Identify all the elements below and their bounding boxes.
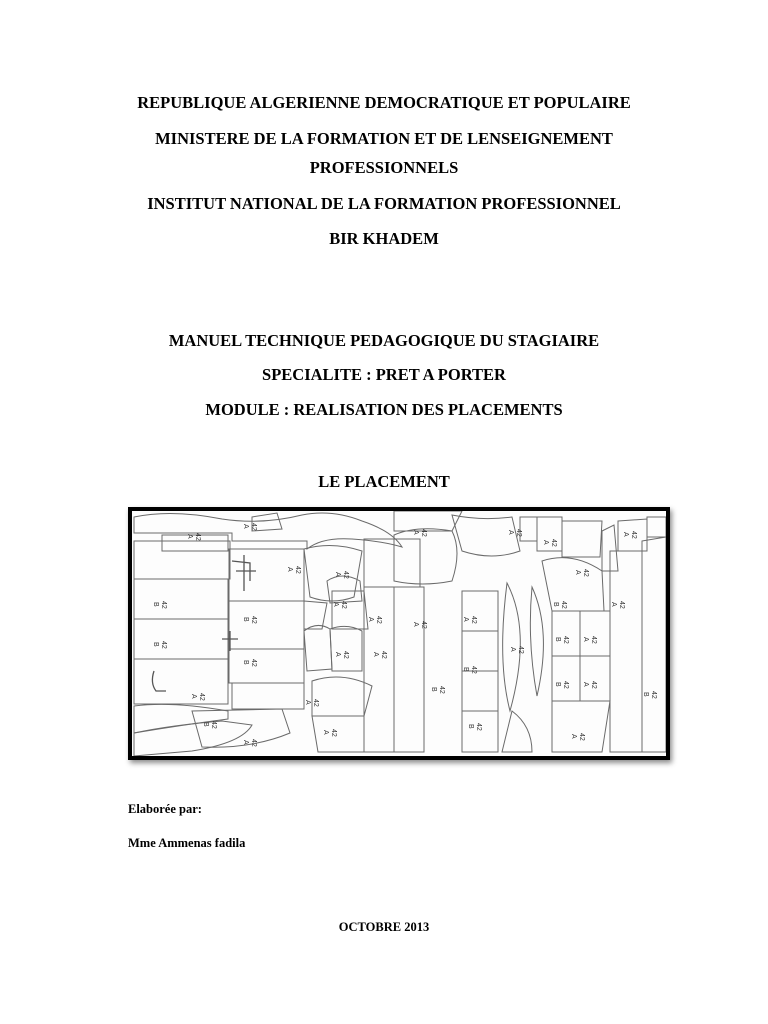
svg-text:42: 42 [650,691,657,699]
piece-label [186,533,201,541]
svg-text:A: A [190,694,197,699]
svg-text:42: 42 [330,729,337,737]
svg-text:42: 42 [194,533,201,541]
piece-label [554,636,569,644]
svg-text:42: 42 [517,646,524,654]
svg-text:42: 42 [438,686,445,694]
svg-text:42: 42 [250,523,257,531]
piece-label [462,616,477,624]
svg-text:42: 42 [340,601,347,609]
piece-label [642,691,657,699]
svg-text:B: B [430,687,437,692]
svg-text:B: B [554,682,561,687]
svg-text:A: A [622,532,629,537]
header-republic: REPUBLIQUE ALGERIENNE DEMOCRATIQUE ET POPULAIRE [137,93,631,112]
svg-text:B: B [552,602,559,607]
svg-text:A: A [610,602,617,607]
svg-text:42: 42 [210,721,217,729]
piece-label [152,601,167,609]
svg-text:A: A [322,730,329,735]
document-date: OCTOBRE 2013 [338,920,430,934]
piece-label [334,651,349,659]
svg-text:42: 42 [160,641,167,649]
svg-text:42: 42 [470,616,477,624]
manual-specialty: SPECIALITE : PRET A PORTER [262,365,506,384]
svg-text:A: A [507,530,514,535]
piece-label [190,693,205,701]
section-title: LE PLACEMENT [318,472,450,491]
piece-label [430,686,445,694]
piece-label [552,601,567,609]
author-label: Elaborée par: [128,802,202,816]
svg-text:42: 42 [160,601,167,609]
svg-text:A: A [332,602,339,607]
header-ministry: MINISTERE DE LA FORMATION ET DE LENSEIGNEMENT [155,129,613,148]
piece-label [554,681,569,689]
svg-text:B: B [554,637,561,642]
svg-text:B: B [467,724,474,729]
svg-text:42: 42 [560,601,567,609]
svg-text:42: 42 [342,651,349,659]
manual-title: MANUEL TECHNIQUE PEDAGOGIQUE DU STAGIAIRE [168,331,600,350]
svg-text:A: A [542,540,549,545]
marker-layout-drawing [132,511,666,756]
svg-text:B: B [202,722,209,727]
svg-text:42: 42 [475,723,482,731]
svg-text:42: 42 [250,616,257,624]
svg-text:B: B [462,667,469,672]
piece-label [242,659,257,667]
piece-label [610,601,625,609]
piece-label [332,601,347,609]
piece-label [582,636,597,644]
piece-label [242,523,257,531]
svg-text:42: 42 [198,693,205,701]
piece-label [286,566,301,574]
svg-text:A: A [242,524,249,529]
svg-text:42: 42 [420,621,427,629]
svg-text:42: 42 [562,636,569,644]
svg-text:A: A [570,734,577,739]
piece-label [322,729,337,737]
svg-text:42: 42 [550,539,557,547]
piece-label [467,723,482,731]
svg-text:42: 42 [630,531,637,539]
svg-text:A: A [412,622,419,627]
piece-label [574,569,589,577]
svg-text:B: B [242,660,249,665]
piece-label [334,571,349,579]
svg-text:A: A [372,652,379,657]
svg-text:42: 42 [562,681,569,689]
svg-text:42: 42 [250,659,257,667]
svg-text:42: 42 [582,569,589,577]
svg-text:B: B [242,617,249,622]
svg-text:A: A [582,682,589,687]
svg-text:42: 42 [578,733,585,741]
piece-label [412,529,427,537]
piece-label [152,641,167,649]
author-name: Mme Ammenas fadila [128,836,246,850]
svg-text:42: 42 [312,699,319,707]
piece-label [542,539,557,547]
svg-text:A: A [334,652,341,657]
svg-text:B: B [642,692,649,697]
piece-label [570,733,585,741]
svg-text:42: 42 [618,601,625,609]
svg-text:42: 42 [342,571,349,579]
svg-text:A: A [334,572,341,577]
svg-text:A: A [367,617,374,622]
svg-text:42: 42 [250,739,257,747]
svg-text:42: 42 [294,566,301,574]
header-institute: INSTITUT NATIONAL DE LA FORMATION PROFESSIONNEL [147,194,621,213]
svg-text:A: A [186,534,193,539]
piece-label [462,666,477,674]
svg-text:A: A [242,740,249,745]
header-location: BIR KHADEM [329,229,439,248]
svg-text:42: 42 [380,651,387,659]
svg-text:42: 42 [590,636,597,644]
svg-text:A: A [582,637,589,642]
piece-label [202,721,217,729]
svg-text:42: 42 [375,616,382,624]
svg-text:42: 42 [515,529,522,537]
svg-text:A: A [412,530,419,535]
svg-text:A: A [509,647,516,652]
piece-label [242,616,257,624]
svg-text:A: A [286,567,293,572]
piece-label [509,646,524,654]
piece-label [367,616,382,624]
piece-label [412,621,427,629]
piece-label [242,739,257,747]
svg-text:B: B [152,602,159,607]
svg-text:B: B [152,642,159,647]
header-ministry-cont: PROFESSIONNELS [309,158,459,177]
marker-layout-figure [128,507,670,760]
piece-label [372,651,387,659]
svg-text:A: A [574,570,581,575]
svg-text:42: 42 [470,666,477,674]
piece-label [507,529,522,537]
piece-label [622,531,637,539]
svg-text:A: A [304,700,311,705]
svg-text:A: A [462,617,469,622]
manual-module: MODULE : REALISATION DES PLACEMENTS [205,400,563,419]
svg-text:42: 42 [590,681,597,689]
svg-text:42: 42 [420,529,427,537]
piece-label [582,681,597,689]
